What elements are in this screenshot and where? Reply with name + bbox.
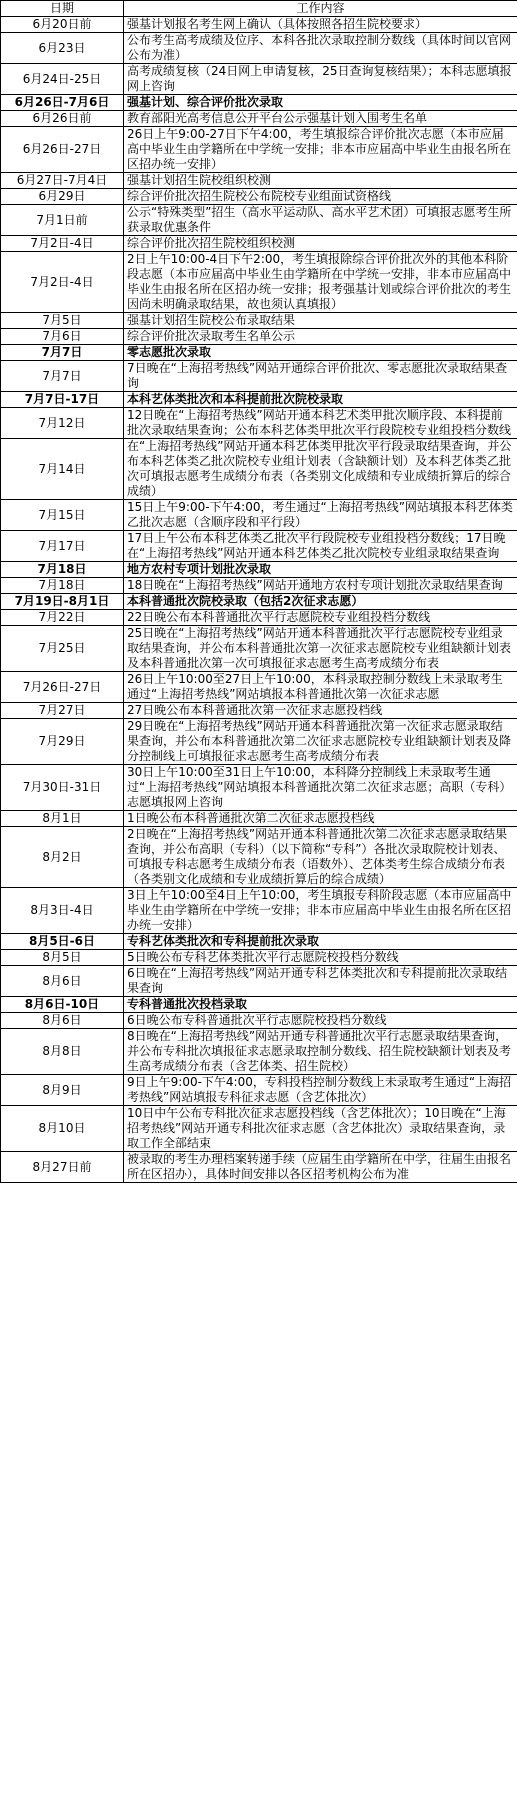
table-row <box>1 252 517 313</box>
table-row <box>1 173 517 189</box>
date-cell: 6月26日-7月6日 <box>1 95 124 111</box>
content-cell: 9日上午9:00-下午4:00，专科投档控制分数线上未录取考生通过“上海招考热线”网站填报专科征求志愿（含艺体批次） <box>124 1075 517 1106</box>
table-row <box>1 408 517 439</box>
content-cell: 1日晚公布本科普通批次第二次征求志愿投档线 <box>124 811 517 827</box>
date-cell: 7月29日 <box>1 719 124 765</box>
section-row <box>1 934 517 950</box>
date-cell: 6月20日前 <box>1 17 124 33</box>
content-cell: 10日中午公布专科批次征求志愿投档线（含艺体批次）；10日晚在“上海招考热线”网站开通专科批次征求志愿（含艺体批次）录取结果查询，录取工作全部结束 <box>124 1106 517 1152</box>
content-cell: 地方农村专项计划批次录取 <box>124 562 517 578</box>
date-cell: 7月6日 <box>1 329 124 345</box>
date-cell: 8月3日-4日 <box>1 888 124 934</box>
table-row <box>1 1013 517 1029</box>
date-cell: 7月2日-4日 <box>1 252 124 313</box>
date-cell: 8月1日 <box>1 811 124 827</box>
content-cell: 8日晚在“上海招考热线”网站开通专科普通批次平行志愿录取结果查询，并公布专科批次填报征求志愿录取控制分数线、招生院校缺额计划表及考生高考成绩分布表（含艺体类、招生院校） <box>124 1029 517 1075</box>
date-cell: 8月9日 <box>1 1075 124 1106</box>
table-row <box>1 827 517 888</box>
table-row <box>1 719 517 765</box>
date-cell: 7月17日 <box>1 531 124 562</box>
content-cell: 26日上午9:00-27日下午4:00，考生填报综合评价批次志愿（本市应届高中毕业生由学籍所在中学统一安排；非本市应届高中毕业生由报名所在区招办统一安排） <box>124 127 517 173</box>
table-row <box>1 888 517 934</box>
header-content: 工作内容 <box>124 1 517 17</box>
date-cell: 8月6日-10日 <box>1 997 124 1013</box>
content-cell: 6日晚公布专科普通批次平行志愿院校投档分数线 <box>124 1013 517 1029</box>
content-cell: 在“上海招考热线”网站开通本科艺体类甲批次平行段录取结果查询，并公布本科艺体类乙批次院校专业组计划表（含缺额计划）及本科艺体类乙批次可填报志愿考生成绩分布表（各类别文化成绩和专业成绩折算后的综合成绩） <box>124 439 517 500</box>
content-cell: 6日晚在“上海招考热线”网站开通专科艺体类批次和专科提前批次录取结果查询 <box>124 966 517 997</box>
content-cell: 2日晚在“上海招考热线”网站开通本科普通批次第二次征求志愿录取结果查询，并公布高职（专科）（以下简称“专科”）各批次录取院校计划表、可填报专科志愿考生成绩分布表（语数外）、艺体类考生综合成绩分布表（各类别文化成绩和专业成绩折算后的综合成绩） <box>124 827 517 888</box>
table-row <box>1 33 517 64</box>
content-cell: 3日上午10:00至4日上午10:00，考生填报专科阶段志愿（本市应届高中毕业生由学籍所在中学统一安排；非本市应届高中毕业生由报名所在区招办统一安排） <box>124 888 517 934</box>
date-cell: 6月26日前 <box>1 111 124 127</box>
table-row <box>1 1075 517 1106</box>
date-cell: 8月6日 <box>1 966 124 997</box>
content-cell: 22日晚公布本科普通批次平行志愿院校专业组投档分数线 <box>124 610 517 626</box>
date-cell: 6月29日 <box>1 189 124 205</box>
content-cell: 公布考生高考成绩及位序、本科各批次录取控制分数线（具体时间以官网公布为准） <box>124 33 517 64</box>
date-cell: 7月19日-8月1日 <box>1 594 124 610</box>
date-cell: 7月1日前 <box>1 205 124 236</box>
content-cell: 高考成绩复核（24日网上申请复核，25日查询复核结果）；本科志愿填报网上咨询 <box>124 64 517 95</box>
date-cell: 7月7日 <box>1 361 124 392</box>
schedule-body <box>1 17 517 1183</box>
content-cell: 18日晚在“上海招考热线”网站开通地方农村专项计划批次录取结果查询 <box>124 578 517 594</box>
content-cell: 15日上午9:00-下午4:00，考生通过“上海招考热线”网站填报本科艺体类乙批次志愿（含顺序段和平行段） <box>124 500 517 531</box>
content-cell: 综合评价批次招生院校组织校测 <box>124 236 517 252</box>
date-cell: 7月18日 <box>1 578 124 594</box>
table-row <box>1 610 517 626</box>
table-row <box>1 765 517 811</box>
date-cell: 7月15日 <box>1 500 124 531</box>
table-row <box>1 127 517 173</box>
content-cell: 综合评价批次招生院校公布院校专业组面试资格线 <box>124 189 517 205</box>
section-row <box>1 392 517 408</box>
table-row <box>1 1152 517 1183</box>
date-cell: 7月18日 <box>1 562 124 578</box>
table-row <box>1 189 517 205</box>
content-cell: 26日上午10:00至27日上午10:00，本科录取控制分数线上未录取考生通过“上海招考热线”网站填报本科普通批次第一次征求志愿 <box>124 672 517 703</box>
section-row <box>1 997 517 1013</box>
content-cell: 30日上午10:00至31日上午10:00，本科降分控制线上未录取考生通过“上海招考热线”网站填报本科普通批次第二次征求志愿；高职（专科）志愿填报网上咨询 <box>124 765 517 811</box>
table-row <box>1 439 517 500</box>
content-cell: 教育部阳光高考信息公开平台公示强基计划入围考生名单 <box>124 111 517 127</box>
date-cell: 8月5日-6日 <box>1 934 124 950</box>
section-row <box>1 594 517 610</box>
date-cell: 8月2日 <box>1 827 124 888</box>
date-cell: 7月7日-17日 <box>1 392 124 408</box>
date-cell: 7月7日 <box>1 345 124 361</box>
date-cell: 7月27日 <box>1 703 124 719</box>
date-cell: 6月27日-7月4日 <box>1 173 124 189</box>
content-cell: 被录取的考生办理档案转递手续（应届生由学籍所在中学，往届生由报名所在区招办），具体时间安排以各区招考机构公布为准 <box>124 1152 517 1183</box>
content-cell: 27日晚公布本科普通批次第一次征求志愿投档线 <box>124 703 517 719</box>
content-cell: 强基计划招生院校组织校测 <box>124 173 517 189</box>
table-row <box>1 500 517 531</box>
date-cell: 6月24日-25日 <box>1 64 124 95</box>
content-cell: 专科艺体类批次和专科提前批次录取 <box>124 934 517 950</box>
content-cell: 本科普通批次院校录取（包括2次征求志愿） <box>124 594 517 610</box>
date-cell: 7月25日 <box>1 626 124 672</box>
table-row <box>1 111 517 127</box>
content-cell: 本科艺体类批次和本科提前批次院校录取 <box>124 392 517 408</box>
table-row <box>1 626 517 672</box>
date-cell: 7月12日 <box>1 408 124 439</box>
content-cell: 强基计划、综合评价批次录取 <box>124 95 517 111</box>
date-cell: 7月14日 <box>1 439 124 500</box>
date-cell: 8月27日前 <box>1 1152 124 1183</box>
date-cell: 7月2日-4日 <box>1 236 124 252</box>
table-row <box>1 329 517 345</box>
header-row <box>1 1 517 17</box>
content-cell: 25日晚在“上海招考热线”网站开通本科普通批次平行志愿院校专业组录取结果查询，并公布本科普通批次第一次征求志愿院校专业组缺额计划表及本科普通批次第一次可填报征求志愿考生高考成绩分布表 <box>124 626 517 672</box>
table-row <box>1 205 517 236</box>
table-row <box>1 966 517 997</box>
content-cell: 公示“特殊类型”招生（高水平运动队、高水平艺术团）可填报志愿考生所获录取优惠条件 <box>124 205 517 236</box>
date-cell: 7月30日-31日 <box>1 765 124 811</box>
table-row <box>1 313 517 329</box>
section-row <box>1 95 517 111</box>
content-cell: 7日晚在“上海招考热线”网站开通综合评价批次、零志愿批次录取结果查询 <box>124 361 517 392</box>
section-row <box>1 562 517 578</box>
content-cell: 17日上午公布本科艺体类乙批次平行段院校专业组投档分数线；17日晚在“上海招考热线”网站开通本科艺体类乙批次院校专业组录取结果查询 <box>124 531 517 562</box>
table-row <box>1 811 517 827</box>
table-row <box>1 236 517 252</box>
content-cell: 29日晚在“上海招考热线”网站开通本科普通批次第一次征求志愿录取结果查询，并公布本科普通批次第二次征求志愿院校专业组缺额计划表及降分控制线上可填报征求志愿考生高考成绩分布表 <box>124 719 517 765</box>
table-row <box>1 1106 517 1152</box>
content-cell: 强基计划报名考生网上确认（具体按照各招生院校要求） <box>124 17 517 33</box>
date-cell: 8月8日 <box>1 1029 124 1075</box>
section-row <box>1 345 517 361</box>
table-row <box>1 672 517 703</box>
table-row <box>1 531 517 562</box>
table-row <box>1 1029 517 1075</box>
date-cell: 6月23日 <box>1 33 124 64</box>
date-cell: 7月26日-27日 <box>1 672 124 703</box>
content-cell: 强基计划招生院校公布录取结果 <box>124 313 517 329</box>
table-row <box>1 950 517 966</box>
table-row <box>1 64 517 95</box>
table-row <box>1 17 517 33</box>
date-cell: 7月5日 <box>1 313 124 329</box>
date-cell: 8月6日 <box>1 1013 124 1029</box>
date-cell: 8月5日 <box>1 950 124 966</box>
table-row <box>1 361 517 392</box>
content-cell: 5日晚公布专科艺体类批次平行志愿院校投档分数线 <box>124 950 517 966</box>
content-cell: 2日上午10:00-4日下午2:00，考生填报除综合评价批次外的其他本科阶段志愿（本市应届高中毕业生由学籍所在中学统一安排，非本市应届高中毕业生由报名所在区招办统一安排；报考强基计划或综合评价批次的考生因尚未明确录取结果，故也须认真填报） <box>124 252 517 313</box>
content-cell: 12日晚在“上海招考热线”网站开通本科艺术类甲批次顺序段、本科提前批次录取结果查询；公布本科艺体类甲批次平行段院校专业组投档分数线 <box>124 408 517 439</box>
content-cell: 专科普通批次投档录取 <box>124 997 517 1013</box>
date-cell: 6月26日-27日 <box>1 127 124 173</box>
content-cell: 零志愿批次录取 <box>124 345 517 361</box>
table-row <box>1 578 517 594</box>
header-date: 日期 <box>1 1 124 17</box>
table-row <box>1 703 517 719</box>
date-cell: 7月22日 <box>1 610 124 626</box>
content-cell: 综合评价批次录取考生名单公示 <box>124 329 517 345</box>
date-cell: 8月10日 <box>1 1106 124 1152</box>
